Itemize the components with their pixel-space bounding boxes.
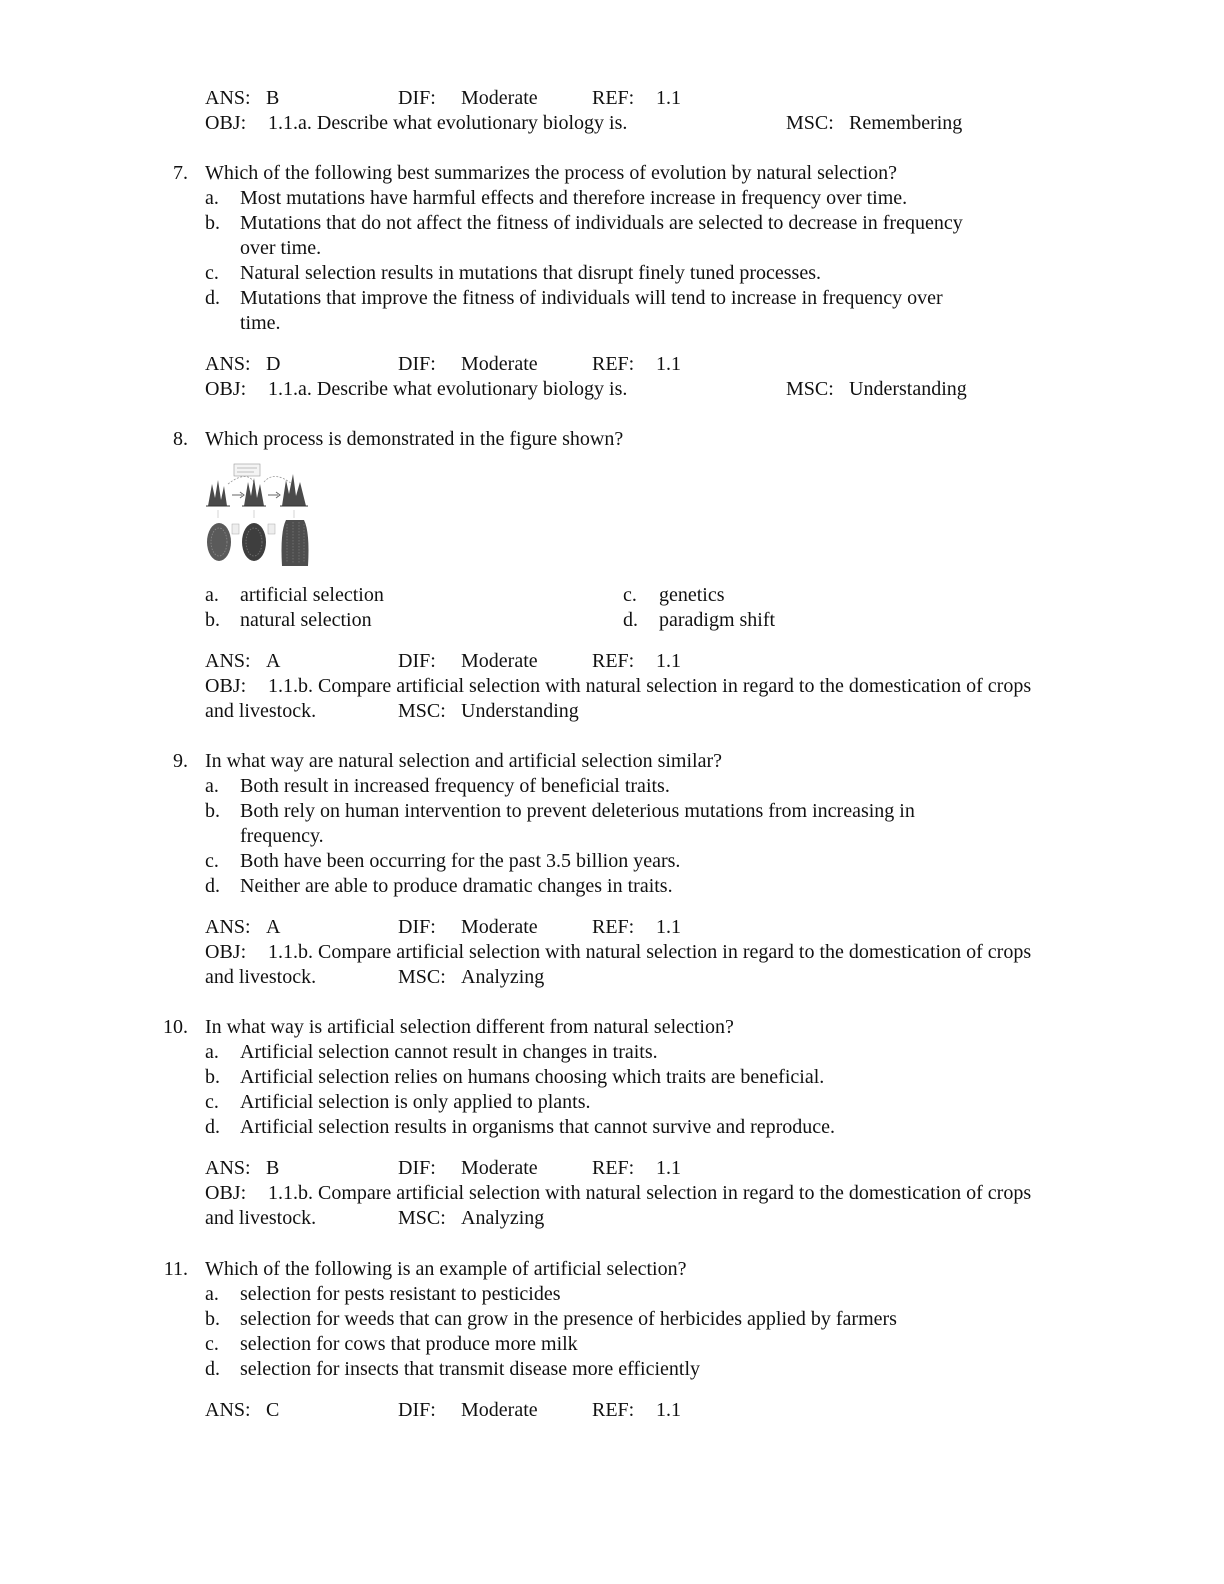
ref-label: REF: (592, 650, 635, 672)
dif-value: Moderate (461, 650, 538, 672)
question-text: In what way is artificial selection different from natural selection? (205, 1016, 734, 1038)
dif-label: DIF: (398, 1399, 436, 1421)
obj-text: 1.1.a. Describe what evolutionary biology is. (268, 112, 628, 134)
option-text: selection for weeds that can grow in the presence of herbicides applied by farmers (240, 1308, 897, 1330)
ans-value: B (266, 87, 280, 109)
option-letter: d. (205, 1116, 220, 1138)
ref-value: 1.1 (656, 1157, 681, 1179)
option-text: Both rely on human intervention to prevent deleterious mutations from increasing in (240, 800, 915, 822)
option-letter: b. (205, 609, 220, 631)
question-text: Which of the following is an example of artificial selection? (205, 1258, 687, 1280)
question-text: In what way are natural selection and artificial selection similar? (205, 750, 723, 772)
plant-group-1-icon (206, 480, 230, 506)
option-text: Most mutations have harmful effects and therefore increase in frequency over time. (240, 187, 908, 209)
dif-value: Moderate (461, 916, 538, 938)
option-text: selection for pests resistant to pesticides (240, 1283, 561, 1305)
obj-label: OBJ: (205, 675, 247, 697)
ref-value: 1.1 (656, 87, 681, 109)
option-letter: b. (205, 800, 220, 822)
option-text: selection for cows that produce more milk (240, 1333, 578, 1355)
ans-label: ANS: (205, 1157, 251, 1179)
option-text: artificial selection (240, 584, 384, 606)
option-text: Neither are able to produce dramatic changes in traits. (240, 875, 673, 897)
question-number: 10. (163, 1016, 188, 1038)
msc-label: MSC: (786, 378, 834, 400)
option-text: Mutations that improve the fitness of individuals will tend to increase in frequency over (240, 287, 943, 309)
obj-text-continued: and livestock. (205, 700, 317, 722)
question-text: Which of the following best summarizes the process of evolution by natural selection? (205, 162, 898, 184)
figure-caption-box (234, 464, 260, 476)
question-number: 7. (173, 162, 188, 184)
obj-text-continued: and livestock. (205, 1207, 317, 1229)
ans-value: A (266, 650, 281, 672)
option-text-continued: over time. (240, 237, 322, 259)
option-letter: c. (623, 584, 637, 606)
ref-value: 1.1 (656, 650, 681, 672)
ans-label: ANS: (205, 916, 251, 938)
ans-value: B (266, 1157, 280, 1179)
option-text: natural selection (240, 609, 372, 631)
option-letter: d. (205, 1358, 220, 1380)
option-letter: b. (205, 1066, 220, 1088)
option-text: selection for insects that transmit disease more efficiently (240, 1358, 701, 1380)
option-text: Both have been occurring for the past 3.5 billion years. (240, 850, 681, 872)
plant-group-2-icon (242, 478, 266, 506)
option-letter: a. (205, 187, 219, 209)
dif-label: DIF: (398, 650, 436, 672)
ref-label: REF: (592, 353, 635, 375)
msc-value: Understanding (849, 378, 967, 400)
option-text: genetics (659, 584, 725, 606)
msc-value: Remembering (849, 112, 963, 134)
ans-label: ANS: (205, 353, 251, 375)
option-text: Artificial selection is only applied to plants. (240, 1091, 591, 1113)
dif-label: DIF: (398, 87, 436, 109)
question-number: 11. (163, 1258, 188, 1280)
dif-label: DIF: (398, 916, 436, 938)
option-letter: a. (205, 1041, 219, 1063)
ref-label: REF: (592, 1399, 635, 1421)
ref-label: REF: (592, 1157, 635, 1179)
option-letter: c. (205, 1091, 219, 1113)
ans-value: D (266, 353, 281, 375)
obj-label: OBJ: (205, 112, 247, 134)
obj-label: OBJ: (205, 1182, 247, 1204)
msc-label: MSC: (398, 1207, 446, 1229)
option-letter: d. (205, 287, 220, 309)
question-number: 8. (173, 428, 188, 450)
msc-value: Analyzing (461, 1207, 545, 1229)
ans-value: C (266, 1399, 280, 1421)
msc-value: Analyzing (461, 966, 545, 988)
msc-label: MSC: (786, 112, 834, 134)
ref-value: 1.1 (656, 1399, 681, 1421)
option-letter: b. (205, 212, 220, 234)
msc-label: MSC: (398, 700, 446, 722)
option-letter: a. (205, 775, 219, 797)
dif-value: Moderate (461, 1399, 538, 1421)
obj-text: 1.1.b. Compare artificial selection with natural selection in regard to the domestication of crops (268, 675, 1032, 697)
option-text: Artificial selection cannot result in changes in traits. (240, 1041, 658, 1063)
option-text: Natural selection results in mutations that disrupt finely tuned processes. (240, 262, 821, 284)
option-text-continued: time. (240, 312, 281, 334)
option-letter: c. (205, 1333, 219, 1355)
obj-text: 1.1.b. Compare artificial selection with natural selection in regard to the domestication of crops (268, 1182, 1032, 1204)
option-letter: d. (205, 875, 220, 897)
option-letter: a. (205, 1283, 219, 1305)
dif-label: DIF: (398, 353, 436, 375)
dif-value: Moderate (461, 1157, 538, 1179)
question-text: Which process is demonstrated in the figure shown? (205, 428, 624, 450)
option-letter: b. (205, 1308, 220, 1330)
dif-label: DIF: (398, 1157, 436, 1179)
option-text: paradigm shift (659, 609, 776, 631)
obj-label: OBJ: (205, 378, 247, 400)
option-text: Artificial selection results in organisms that cannot survive and reproduce. (240, 1116, 836, 1138)
option-letter: c. (205, 850, 219, 872)
ref-value: 1.1 (656, 916, 681, 938)
option-text: Mutations that do not affect the fitness of individuals are selected to decrease in frequency (240, 212, 963, 234)
obj-text: 1.1.b. Compare artificial selection with natural selection in regard to the domestication of crops (268, 941, 1032, 963)
option-text-continued: frequency. (240, 825, 324, 847)
dif-value: Moderate (461, 353, 538, 375)
obj-label: OBJ: (205, 941, 247, 963)
selection-figure (204, 462, 312, 568)
option-text: Artificial selection relies on humans choosing which traits are beneficial. (240, 1066, 825, 1088)
dif-value: Moderate (461, 87, 538, 109)
ans-label: ANS: (205, 1399, 251, 1421)
ref-value: 1.1 (656, 353, 681, 375)
obj-text-continued: and livestock. (205, 966, 317, 988)
ans-label: ANS: (205, 650, 251, 672)
msc-label: MSC: (398, 966, 446, 988)
msc-value: Understanding (461, 700, 579, 722)
option-text: Both result in increased frequency of beneficial traits. (240, 775, 670, 797)
obj-text: 1.1.a. Describe what evolutionary biology is. (268, 378, 628, 400)
ref-label: REF: (592, 916, 635, 938)
option-letter: a. (205, 584, 219, 606)
option-letter: c. (205, 262, 219, 284)
question-number: 9. (173, 750, 188, 772)
option-letter: d. (623, 609, 638, 631)
ref-label: REF: (592, 87, 635, 109)
ans-value: A (266, 916, 281, 938)
seed-head-3-icon (282, 520, 309, 566)
ans-label: ANS: (205, 87, 251, 109)
